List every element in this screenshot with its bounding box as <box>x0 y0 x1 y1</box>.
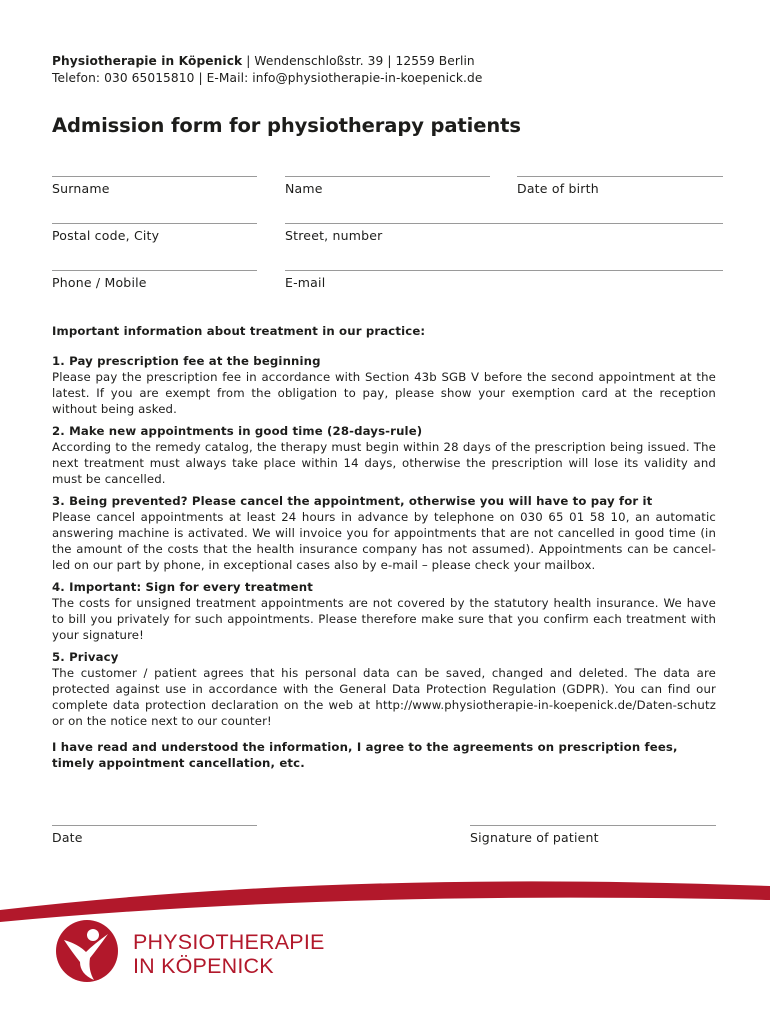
logo-line-2: IN KÖPENICK <box>133 954 274 978</box>
name-label: Name <box>285 181 323 196</box>
date-label: Date <box>52 830 83 845</box>
section-title: 2. Make new appointments in good time (28-days-rule) <box>52 424 423 438</box>
signature-label: Signature of patient <box>470 830 599 845</box>
practice-name: Physiotherapie in Köpenick <box>52 54 243 68</box>
section-title: 4. Important: Sign for every treatment <box>52 580 313 594</box>
surname-field[interactable] <box>52 176 257 196</box>
agreement-statement: I have read and understood the information, I agree to the agreements on prescription fees, timely appointment cancellation, etc. <box>52 740 678 770</box>
info-intro: Important information about treatment in our practice: <box>52 324 426 338</box>
info-section <box>52 353 716 417</box>
name-field[interactable] <box>285 176 490 196</box>
street-field[interactable] <box>285 223 723 243</box>
logo-wordmark <box>133 930 325 978</box>
dob-field[interactable] <box>517 176 723 196</box>
phone-field[interactable] <box>52 270 257 290</box>
dob-label: Date of birth <box>517 181 599 196</box>
postal-city-field[interactable] <box>52 223 257 243</box>
practice-address-line <box>52 53 482 70</box>
surname-label: Surname <box>52 181 110 196</box>
info-section <box>52 579 716 643</box>
treatment-information <box>52 323 716 771</box>
section-title: 3. Being prevented? Please cancel the appointment, otherwise you will have to pay for it <box>52 494 653 508</box>
red-swoosh <box>0 881 770 922</box>
form-title: Admission form for physiotherapy patients <box>52 114 521 137</box>
info-section <box>52 493 716 573</box>
practice-address: | Wendenschloßstr. 39 | 12559 Berlin <box>242 54 475 68</box>
email-field[interactable] <box>285 270 723 290</box>
postal-city-label: Postal code, City <box>52 228 160 243</box>
signature-field[interactable] <box>470 825 716 845</box>
section-text: Please pay the prescription fee in accordance with Section 43b SGB V before the second appointment at the latest. If you are exempt from the obligation to pay, please show your exemption card at the reception without being asked. <box>52 370 716 416</box>
phone-label: Phone / Mobile <box>52 275 147 290</box>
practice-header <box>52 53 482 87</box>
section-text: The costs for unsigned treatment appointments are not covered by the statutory health insurance. We have to bill you privately for such appointments. Please therefore make sure that you confirm each treatment with your signature! <box>52 596 716 642</box>
info-section <box>52 423 716 487</box>
logo-line-1: PHYSIOTHERAPIE <box>133 930 325 954</box>
info-section <box>52 649 716 729</box>
section-title: 5. Privacy <box>52 650 119 664</box>
logo-figure-icon <box>54 918 120 984</box>
section-title: 1. Pay prescription fee at the beginning <box>52 354 321 368</box>
section-text: According to the remedy catalog, the therapy must begin within 28 days of the prescription being issued. The next treatment must always take place within 14 days, otherwise the prescription will lose its validity and must be cancelled. <box>52 440 716 486</box>
date-field[interactable] <box>52 825 257 845</box>
email-label: E-mail <box>285 275 326 290</box>
section-text: Please cancel appointments at least 24 hours in advance by telephone on 030 65 01 58 10, an automatic answering machine is activated. We will invoice you for appointments that are not cancelled in good time (in the amount of the costs that the health insurance company has not assumed). Appointments can be cancel-led on our part by phone, in exceptional cases also by e-mail – please check your mailbox. <box>52 510 716 572</box>
practice-contact: Telefon: 030 65015810 | E-Mail: info@physiotherapie-in-koepenick.de <box>52 71 483 85</box>
street-label: Street, number <box>285 228 383 243</box>
section-text: The customer / patient agrees that his personal data can be saved, changed and deleted. The data are protected against use in accordance with the General Data Protection Regulation (GDPR). You can find our complete data protection declaration on the web at http://www.physiotherapie-in-koepenick.de/Daten-schutz or on the notice next to our counter! <box>52 666 716 728</box>
